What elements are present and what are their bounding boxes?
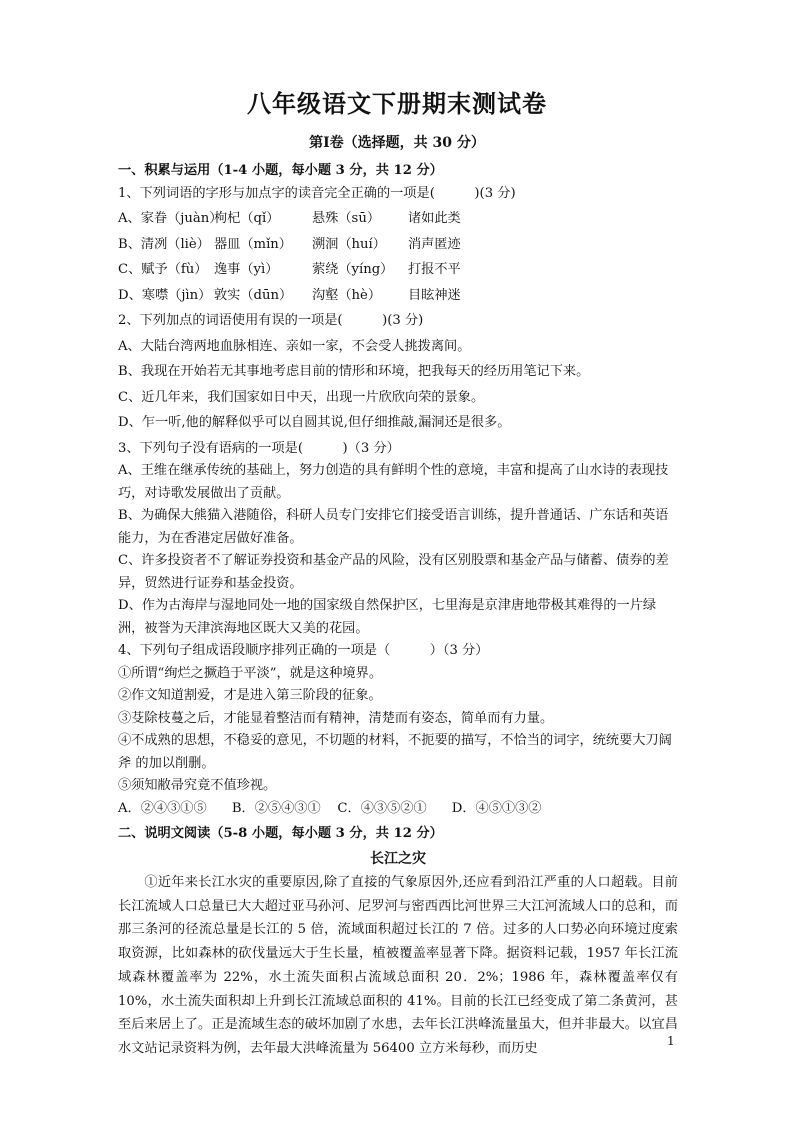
q1-d-word1: D、寒噤（jìn）: [118, 287, 212, 303]
section2-heading: 二、说明文阅读（5-8 小题，每小题 3 分，共 12 分）: [118, 826, 443, 841]
q4-sentence-5: ⑤须知敝帚究竟不值珍视。: [118, 778, 277, 793]
page-number: 1: [667, 1034, 675, 1048]
q4-option-a: A．②④③①⑤: [118, 800, 207, 816]
q4-option-d: D．④⑤①③②: [451, 800, 542, 816]
exam-title: 八年级语文下册期末测试卷: [247, 90, 547, 118]
q2-option-a: A、大陆台湾两地血脉相连、亲如一家，不会受人挑拨离间。: [118, 338, 471, 354]
q2-option-b: B、我现在开始若无其事地考虑目前的情形和环境，把我每天的经历用笔记下来。: [118, 364, 590, 379]
q1-b-word4: 消声匿迹: [408, 236, 461, 252]
q4-sentence-1: ①所谓“绚烂之撅趋于平淡”，就是这种境界。: [118, 665, 383, 681]
article-title: 长江之灾: [370, 850, 426, 867]
q1-b-word2: 器皿（mǐn）: [214, 236, 292, 252]
q4-options: [118, 798, 678, 821]
q1-option-c: [118, 259, 678, 282]
q1-d-word3: 沟壑（hè）: [312, 287, 382, 303]
q4-sentence-2: ②作文知道割爱，才是进入第三阶段的征象。: [118, 688, 382, 703]
q1-option-a: [118, 208, 678, 231]
q4-sentence-4: ④不成熟的思想，不稳妥的意见，不切题的材料，不扼要的描写，不恰当的词字，统统要大刀阔斧 的加以削删。: [118, 733, 672, 771]
q1-stem: 1、下列词语的字形与加点字的读音完全正确的一项是( )(3 分): [118, 185, 516, 201]
exam-body: [118, 160, 678, 1061]
q3-option-a: A、王维在继承传统的基础上，努力创造的具有鲜明个性的意境，丰富和提高了山水诗的表现技巧，对诗歌发展做出了贡献。: [118, 463, 669, 501]
volume-subtitle: 第Ⅰ卷（选择题，共 30 分）: [309, 135, 485, 151]
q1-d-word2: 敦实（dūn）: [214, 287, 293, 303]
q3-stem: 3、下列句子没有语病的一项是( )（3 分）: [118, 440, 400, 456]
q1-option-d: [118, 285, 678, 308]
q2-stem: 2、下列加点的词语使用有误的一项是( )(3 分): [118, 313, 424, 328]
article-paragraph-1: ①近年来长江水灾的重要原因,除了直接的气象原因外,还应看到沿江严重的人口超载。目前长江流域人口总量已大大超过亚马孙河、尼罗河与密西西比河世界三大江河流域人口的总和，而那三条河的径流总量是长江的 5 倍，流域面积超过长江的 7 倍。过多的人口势必向环境过度索取资源，比如森林的砍伐量远大于生长量，植被覆盖率显著下降。据资料记载，1957 年长江流域森林覆盖率为 22%，水土流失面积占流域总面积 20．2%；1986 年，森林覆盖率仅有 10%，水土流失面积却上升到长江流域总面积的 41%。目前的长江已经变成了第二条黄河，甚至后来居上了。正是流域生态的破坏加剧了水患，去年长江洪峰流量虽大，但并非最大。以宜昌水文站记录资料为例，去年最大洪峰流量为 56400 立方米每秒，而历史: [118, 875, 678, 1056]
q3-option-c: C、许多投资者不了解证券投资和基金产品的风险，没有区别股票和基金产品与储蓄、债券的差异，贸然进行证券和基金投资。: [118, 553, 669, 591]
q4-option-c: C．④③⑤②①: [337, 800, 427, 816]
q4-option-b: B．②⑤④③①: [231, 800, 321, 816]
q1-c-word1: C、赋予（fù）: [118, 262, 208, 277]
q1-b-word1: B、清冽（liè）: [118, 236, 210, 252]
q1-b-word3: 溯洄（huí）: [312, 236, 386, 252]
q1-a-word1: A、家眷（juàn）: [118, 211, 223, 226]
q1-a-word4: 诸如此类: [408, 211, 461, 226]
section1-heading: 一、积累与运用（1-4 小题，每小题 3 分，共 12 分）: [118, 163, 443, 178]
q1-a-word2: 枸杞（qǐ）: [214, 211, 280, 226]
q1-c-word2: 逸事（yì）: [214, 262, 279, 277]
q3-option-b: B、为确保大熊猫入港随俗，科研人员专门安排它们接受语言训练，提升普通话、广东话和英语能力，为在香港定居做好准备。: [118, 508, 669, 546]
q2-option-c: C、近几年来，我们国家如日中天，出现一片欣欣向荣的景象。: [118, 389, 485, 405]
q1-c-word4: 打报不平: [408, 262, 461, 277]
q3-option-d: D、作为古海岸与湿地同处一地的国家级自然保护区，七里海是京津唐地带极其难得的一片绿洲，被誉为天津滨海地区既大又美的花园。: [118, 598, 657, 636]
q1-option-b: [118, 234, 678, 257]
q4-stem: 4、下列句子组成语段顺序排列正确的一项是（ ）（3 分）: [118, 643, 489, 658]
q1-c-word3: 萦绕（yíng）: [312, 262, 394, 277]
q4-sentence-3: ③芟除枝蔓之后，才能显着整洁而有精神，清楚而有姿态，简单而有力量。: [118, 710, 554, 726]
q1-a-word3: 悬殊（sū）: [312, 211, 381, 226]
q2-option-d: D、乍一听,他的解释似乎可以自圆其说,但仔细推敲,漏洞还是很多。: [118, 415, 511, 430]
q1-d-word4: 目眩神迷: [408, 287, 461, 303]
